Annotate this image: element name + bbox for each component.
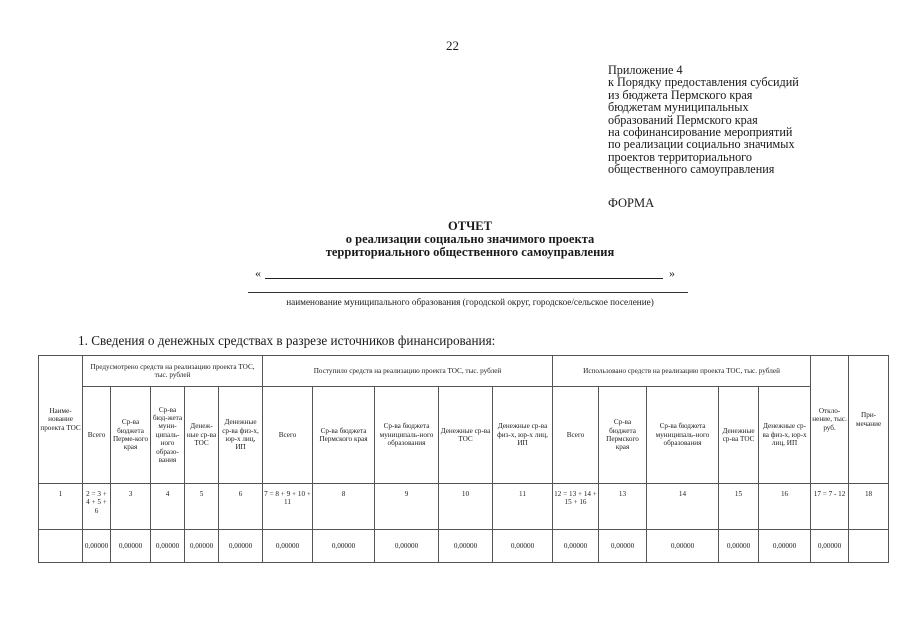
title-line-2: о реализации социально значимого проекта [345,232,595,247]
cell-value[interactable]: 0,00000 [647,530,719,563]
header-group-planned: Предусмотрено средств на реализацию проекта ТОС, тыс. рублей [83,356,263,387]
column-number: 5 [185,484,219,530]
cell-value[interactable]: 0,00000 [375,530,439,563]
appendix-line: из бюджета Пермского края [608,87,753,102]
table-row [39,530,889,563]
header-project-name: Наиме-нование проекта ТОС [39,356,83,484]
header-planned-municipal: Ср-ва бюд-жета муни-ципаль-ного образо-вания [151,387,185,484]
column-number-row [39,484,889,530]
municipality-caption: наименование муниципального образования (городской округ, городское/сельское поселение) [286,297,654,307]
header-received-municipal: Ср-ва бюджета муниципаль-ного образования [375,387,439,484]
section-title: 1. Сведения о денежных средствах в разрезе источников финансирования: [78,333,496,348]
header-planned-tos: Денеж-ные ср-ва ТОС [185,387,219,484]
column-number: 13 [599,484,647,530]
column-number: 9 [375,484,439,530]
header-group-received: Поступило средств на реализацию проекта ТОС, тыс. рублей [263,356,553,387]
header-planned-regional: Ср-ва бюджета Перме-кого края [111,387,151,484]
cell-value[interactable]: 0,00000 [83,530,111,563]
cell-value[interactable]: 0,00000 [553,530,599,563]
cell-value[interactable]: 0,00000 [759,530,811,563]
appendix-block [608,64,868,176]
column-number: 16 [759,484,811,530]
cell-value[interactable]: 0,00000 [493,530,553,563]
cell-value[interactable]: 0,00000 [313,530,375,563]
cell-value[interactable]: 0,00000 [111,530,151,563]
cell-value[interactable]: 0,00000 [439,530,493,563]
cell-project-name[interactable] [39,530,83,563]
appendix-line: бюджетам муниципальных [608,100,749,115]
column-number: 10 [439,484,493,530]
column-number: 14 [647,484,719,530]
close-quote: » [669,266,675,280]
column-number: 3 [111,484,151,530]
column-number: 17 = 7 - 12 [811,484,849,530]
column-number: 1 [39,484,83,530]
cell-value[interactable]: 0,00000 [719,530,759,563]
header-received-total: Всего [263,387,313,484]
project-name-underline [265,278,663,279]
municipality-field-line[interactable] [248,292,688,293]
appendix-line: к Порядку предоставления субсидий [608,75,799,90]
appendix-line: общественного самоуправления [608,162,775,177]
header-received-tos: Денежные ср-ва ТОС [439,387,493,484]
header-used-tos: Денежные ср-ва ТОС [719,387,759,484]
column-number: 2 = 3 + 4 + 5 + 6 [83,484,111,530]
header-used-private: Денежные ср-ва физ-х, юр-х лиц, ИП [759,387,811,484]
header-used-municipal: Ср-ва бюджета муниципаль-ного образования [647,387,719,484]
appendix-line: на софинансирование мероприятий [608,125,793,140]
appendix-line: образований Пермского края [608,112,758,127]
column-number: 6 [219,484,263,530]
column-number: 15 [719,484,759,530]
page-number: 22 [446,38,459,53]
header-planned-private: Денежные ср-ва физ-х, юр-х лиц, ИП [219,387,263,484]
cell-notes[interactable] [849,530,889,563]
appendix-line: Приложение 4 [608,63,683,77]
header-used-regional: Ср-ва бюджета Пермского края [599,387,647,484]
header-notes: При-мечание [849,356,889,484]
open-quote: « [255,266,261,280]
column-number: 4 [151,484,185,530]
form-label: ФОРМА [608,196,655,210]
title-line-1: ОТЧЕТ [448,219,492,233]
title-line-3: территориального общественного самоуправления [325,245,615,260]
report-title [200,220,740,260]
cell-value[interactable]: 0,00000 [185,530,219,563]
cell-value[interactable]: 0,00000 [219,530,263,563]
appendix-line: по реализации социально значимых [608,137,795,152]
column-number: 8 [313,484,375,530]
column-number: 18 [849,484,889,530]
appendix-line: проектов территориального [608,149,752,164]
header-deviation: Откло-нение, тыс. руб. [811,356,849,484]
cell-value[interactable]: 0,00000 [151,530,185,563]
header-received-private: Денежные ср-ва физ-х, юр-х лиц, ИП [493,387,553,484]
project-name-field[interactable] [255,266,675,280]
header-received-regional: Ср-ва бюджета Пермского края [313,387,375,484]
cell-value[interactable]: 0,00000 [263,530,313,563]
cell-value[interactable]: 0,00000 [811,530,849,563]
header-group-used: Использовано средств на реализацию проекта ТОС, тыс. рублей [553,356,811,387]
header-planned-total: Всего [83,387,111,484]
financing-table [38,355,889,563]
cell-value[interactable]: 0,00000 [599,530,647,563]
column-number: 12 = 13 + 14 + 15 + 16 [553,484,599,530]
column-number: 11 [493,484,553,530]
column-number: 7 = 8 + 9 + 10 + 11 [263,484,313,530]
header-used-total: Всего [553,387,599,484]
